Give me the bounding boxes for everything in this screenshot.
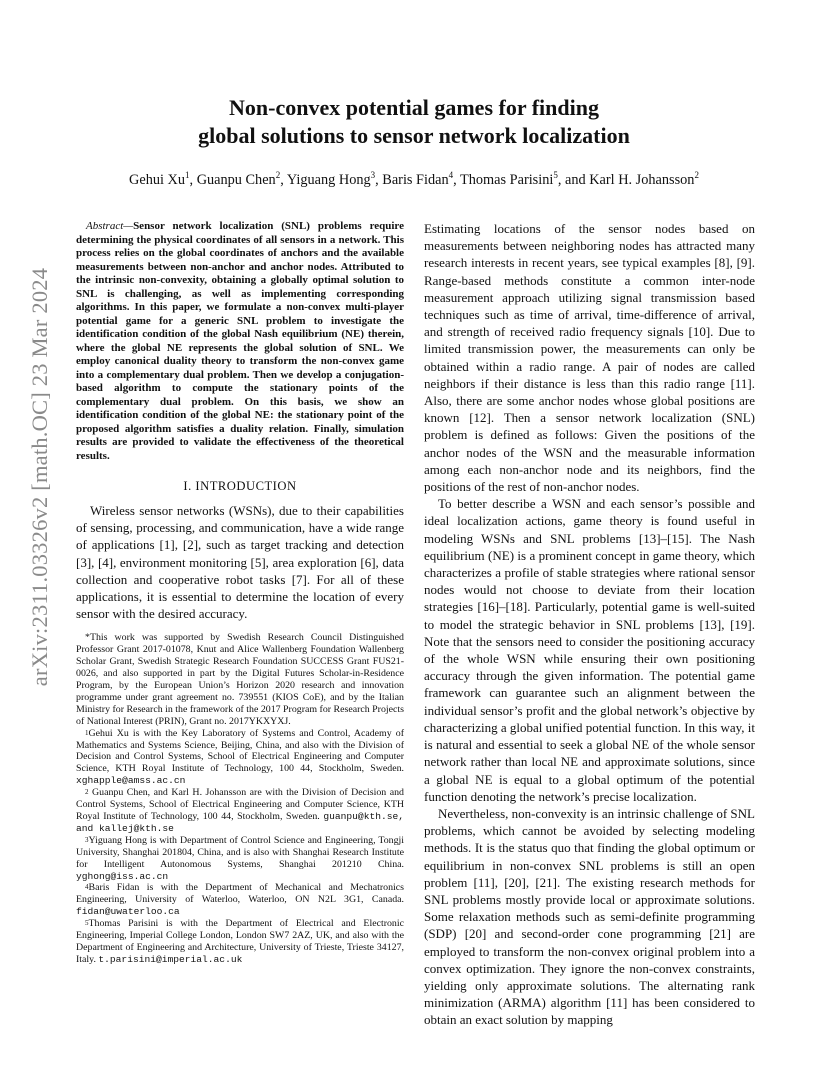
email-link[interactable]: t.parisini@imperial.ac.uk — [98, 953, 243, 965]
affiliation-mark: 4 — [448, 170, 454, 180]
abstract-lead: Abstract— — [86, 220, 134, 232]
footnote-affiliation-3 — [76, 835, 404, 883]
author-list: Gehui Xu$^1$, Guanpu Chen$^2$, Yiguang Hong$^3$, Baris Fidan$^4$, Thomas Parisini$^5$, and Karl H. Johansson$^2$ — [129, 170, 699, 188]
footnote-affiliation-2 — [76, 787, 404, 835]
author-name: and Karl H. Johansson — [565, 172, 695, 188]
affiliation-mark: 3 — [370, 170, 376, 180]
footnote-funding: *This work was supported by Swedish Research Council Distinguished Professor Grant 2017-01078, Knut and Alice Wallenberg Foundation Wallenberg Scholar Grant, Swedish Strategic Research Foundation SUCCESS Grant FUS21-0026, and also supported in part by the Digital Futures Scholar-in-Residence Program, by the European Union’s Horizon 2020 research and innovation programme under grant agreement no. 739551 (KIOS CoE), and by the Italian Ministry for Research in the framework of the 2017 Program for Research Projects of National Interest (PRIN), Grant no. 2017YKXYXJ. — [76, 632, 404, 727]
intro-paragraph-2: Estimating locations of the sensor nodes based on measurements between neighboring nodes has attracted many research interests in recent years, see typical examples [8], [9]. Range-based methods constitute a common inter-node measurement approach utilizing signal transmission based techniques such as time of arrival, time-difference of arrival, and strength of received radio frequency signals [10]. Due to limited transmission power, the measurements can only be obtained within a radio range. A pair of nodes are called neighbors if their distance is less than this radio range [11]. Also, there are some anchor nodes whose global positions are known [12]. Then a sensor network localization (SNL) problem is defined as follows: Given the positions of the anchor nodes of the WSN and the measurable information among each non-anchor node and its neighbors, find the positions of the rest of non-anchor nodes. — [424, 221, 755, 495]
footnote-affiliation-4 — [76, 882, 404, 918]
affiliation-mark: 1 — [185, 170, 190, 180]
author — [565, 172, 699, 188]
footnote-text: Thomas Parisini is with the Department of Electrical and Electronic Engineering, Imperial College London, London SW7 2AZ, UK, and also with the Department of Engineering and Architecture, University of Trieste, Trieste 34127, Italy. — [76, 918, 404, 965]
intro-paragraph-3: To better describe a WSN and each sensor’s possible and ideal localization actions, game theory is found useful in modeling WSNs and SNL problems [13]–[15]. The Nash equilibrium (NE) is a prominent concept in game theory, which characterizes a profile of stable strategies where rational sensor nodes would not choose to deviate from their location strategies [16]–[18]. Particularly, potential game is well-suited to model the strategic behavior in SNL problems [13], [19]. Note that the sensors need to consider the positioning accuracy of the whole WSN while ensuring their own positioning accuracy through the given information. The potential game framework can guarantee such an alignment between the individual sensor’s profit and the global network’s objective by characterizing a global unified potential function. In this way, it is natural and essential to seek a global NE of the whole sensor network rather than local NE and approximate solutions, since a global NE is equal to a global optimum of the potential function denoting the network’s precise localization. — [424, 496, 755, 804]
footnote-mark: 1 — [85, 728, 89, 737]
affiliation-mark: 2 — [694, 170, 699, 180]
footnote-mark: 3 — [85, 835, 89, 844]
abstract — [76, 220, 404, 463]
right-column — [424, 220, 755, 1029]
intro-paragraph-4: Nevertheless, non-convexity is an intrinsic challenge of SNL problems, which cannot be avoided by selecting modeling methods. It is the status quo that finding the global optimum or equilibrium in non-convex SNL problems is still an open problem [11], [20], [21]. The existing research methods for SNL problems mostly provide local or approximate solutions. Some relaxation methods such as semi-definite programming (SDP) [20] and second-order cone programming [21] are employed to transform the non-convex original problem into a convex optimization. They ignore the non-convex constraints, yielding only approximate solutions. The alternating rank minimization (ARMA) algorithm [11] has been considered to obtain an exact solution by mapping — [424, 805, 755, 1028]
paper-title — [80, 94, 748, 150]
footnote-text: Guanpu Chen, and Karl H. Johansson are with the Division of Decision and Control Systems, School of Electrical Engineering and Computer Science, KTH Royal Institute of Technology, 100 44, Stockholm, Sweden. — [76, 787, 404, 823]
footnote-text: Yiguang Hong is with Department of Control Science and Engineering, Tongji University, Shanghai 201804, China, and is also with Shanghai Research Institute for Intelligent Autonomous Systems, Shanghai 201210 China. — [76, 834, 404, 870]
author-name: Yiguang Hong — [286, 172, 371, 188]
footnote-affiliation-1 — [76, 728, 404, 788]
author — [460, 172, 558, 188]
footnote-mark: 2 — [85, 788, 89, 797]
left-column — [76, 220, 404, 966]
author — [287, 172, 375, 188]
email-link[interactable]: xghapple@amss.ac.cn — [76, 775, 186, 787]
author-name: Thomas Parisini — [460, 172, 554, 188]
footnote-text: Baris Fidan is with the Department of Mechanical and Mechatronics Engineering, University of Waterloo, Waterloo, ON N2L 3G1, Canada. — [76, 882, 404, 906]
author — [197, 172, 281, 188]
affiliation-mark: 5 — [553, 170, 558, 180]
intro-paragraph-1: Wireless sensor networks (WSNs), due to their capabilities of sensing, processing, and communication, have a wide range of applications [1], [2], such as target tracking and detection [3], [4], environment monitoring [5], area exploration [6], data collection and cooperative robot tasks [7]. For all of these applications, it is essential to determine the location of every sensor with the desired accuracy. — [76, 503, 404, 622]
email-link[interactable]: yghong@iss.ac.cn — [76, 870, 169, 882]
author-name: Gehui Xu — [129, 172, 186, 188]
footnote-affiliation-5 — [76, 918, 404, 966]
section-heading-introduction: I. INTRODUCTION — [183, 479, 297, 493]
author-name: Guanpu Chen — [196, 172, 276, 188]
arxiv-identifier-stamp — [20, 262, 60, 692]
footnote-mark: 5 — [85, 919, 89, 928]
title-line-1: Non-convex potential games for finding — [229, 95, 599, 120]
arxiv-stamp-text: arXiv:2311.03326v2 [math.OC] 23 Mar 2024 — [27, 267, 52, 687]
footnote-text: Gehui Xu is with the Key Laboratory of Systems and Control, Academy of Mathematics and Systems Science, Beijing, China, and also with the Division of Decision and Control Systems, School of Electrical Engineering and Computer Science, KTH Royal Institute of Technology, 100 44, Stockholm, Sweden. — [76, 727, 404, 775]
author — [129, 172, 190, 188]
email-link[interactable]: fidan@uwaterloo.ca — [76, 906, 180, 918]
abstract-text: Sensor network localization (SNL) problems require determining the physical coordinates of all sensors in a network. This process relies on the global coordinates of anchors and the available measurements between non-anchor and anchor nodes. Attributed to the intrinsic non-convexity, obtaining a globally optimal solution to SNL is challenging, as well as implementing corresponding algorithms. In this paper, we formulate a non-convex multi-player potential game for a generic SNL problem to investigate the identification condition of the global Nash equilibrium (NE) therein, where the global NE represents the global solution of SNL. We employ canonical duality theory to transform the non-convex game into a complementary dual problem. Then we develop a conjugation-based algorithm to compute the stationary points of the complementary dual problem. On this basis, we show an identification condition of the global NE: the stationary point of the proposed algorithm satisfies a duality relation. Finally, simulation results are provided to validate the effectiveness of the theoretical results. — [76, 220, 404, 462]
affiliation-mark: 2 — [275, 170, 281, 180]
footnotes — [76, 632, 404, 965]
author — [382, 172, 453, 188]
footnote-mark: 4 — [85, 883, 89, 892]
author-name: Baris Fidan — [382, 172, 449, 188]
email-link[interactable]: guanpu@kth.se, and kallej@kth.se — [76, 811, 404, 834]
title-line-2: global solutions to sensor network localization — [198, 123, 630, 148]
